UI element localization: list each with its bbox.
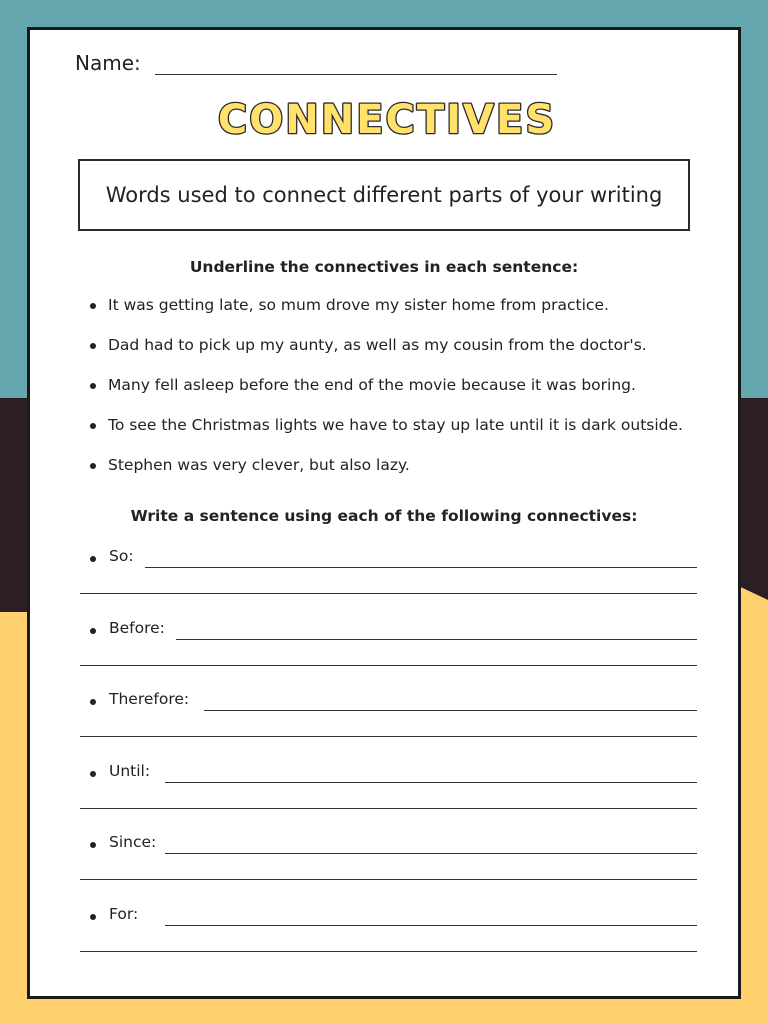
- connective-label: For:: [109, 905, 139, 923]
- writing-line[interactable]: [176, 639, 697, 640]
- writing-line[interactable]: [80, 879, 697, 880]
- connective-label: Since:: [109, 833, 157, 851]
- name-row: [75, 50, 557, 75]
- writing-line[interactable]: [80, 736, 697, 737]
- bullet-icon: [90, 699, 96, 705]
- bullet-icon: [90, 914, 96, 920]
- writing-line[interactable]: [80, 665, 697, 666]
- bullet-icon: [90, 463, 96, 469]
- writing-line[interactable]: [80, 951, 697, 952]
- bullet-icon: [90, 303, 96, 309]
- writing-line[interactable]: [80, 808, 697, 809]
- sentence-item: [90, 456, 683, 496]
- sentence-text: It was getting late, so mum drove my sister home from practice.: [108, 296, 609, 314]
- sentence-item: [90, 296, 683, 336]
- write-instructions: Write a sentence using each of the following connectives:: [130, 507, 638, 525]
- writing-line[interactable]: [165, 782, 697, 783]
- name-input-line[interactable]: [155, 50, 557, 75]
- bullet-icon: [90, 423, 96, 429]
- writing-line[interactable]: [80, 593, 697, 594]
- worksheet: [27, 27, 741, 999]
- bullet-icon: [90, 383, 96, 389]
- writing-line[interactable]: [165, 925, 697, 926]
- sentence-text: Stephen was very clever, but also lazy.: [108, 456, 410, 474]
- definition-box: [78, 159, 690, 231]
- writing-line[interactable]: [165, 853, 697, 854]
- connective-label: Before:: [109, 619, 165, 637]
- sentence-text: Many fell asleep before the end of the movie because it was boring.: [108, 376, 636, 394]
- sentence-item: [90, 416, 683, 456]
- bullet-icon: [90, 343, 96, 349]
- bullet-icon: [90, 628, 96, 634]
- sentence-item: [90, 336, 683, 376]
- bullet-icon: [90, 771, 96, 777]
- definition-text: Words used to connect different parts of your writing: [105, 183, 663, 207]
- title-text: CONNECTIVES: [217, 97, 557, 143]
- sentence-text: Dad had to pick up my aunty, as well as my cousin from the doctor's.: [108, 336, 647, 354]
- connective-since: [90, 833, 697, 885]
- bullet-icon: [90, 842, 96, 848]
- sentence-text: To see the Christmas lights we have to stay up late until it is dark outside.: [108, 416, 683, 434]
- underline-instructions: Underline the connectives in each sentence:: [189, 258, 579, 276]
- connective-before: [90, 619, 697, 671]
- connective-so: [90, 547, 697, 599]
- bullet-icon: [90, 556, 96, 562]
- worksheet-title: [217, 90, 557, 150]
- connective-label: Until:: [109, 762, 151, 780]
- connective-label: Therefore:: [109, 690, 190, 708]
- connective-until: [90, 762, 697, 814]
- writing-line[interactable]: [204, 710, 697, 711]
- name-label: Name:: [75, 51, 141, 75]
- connective-label: So:: [109, 547, 134, 565]
- sentence-list: [90, 296, 683, 496]
- connective-for: [90, 905, 697, 957]
- writing-line[interactable]: [145, 567, 697, 568]
- sentence-item: [90, 376, 683, 416]
- connective-therefore: [90, 690, 697, 742]
